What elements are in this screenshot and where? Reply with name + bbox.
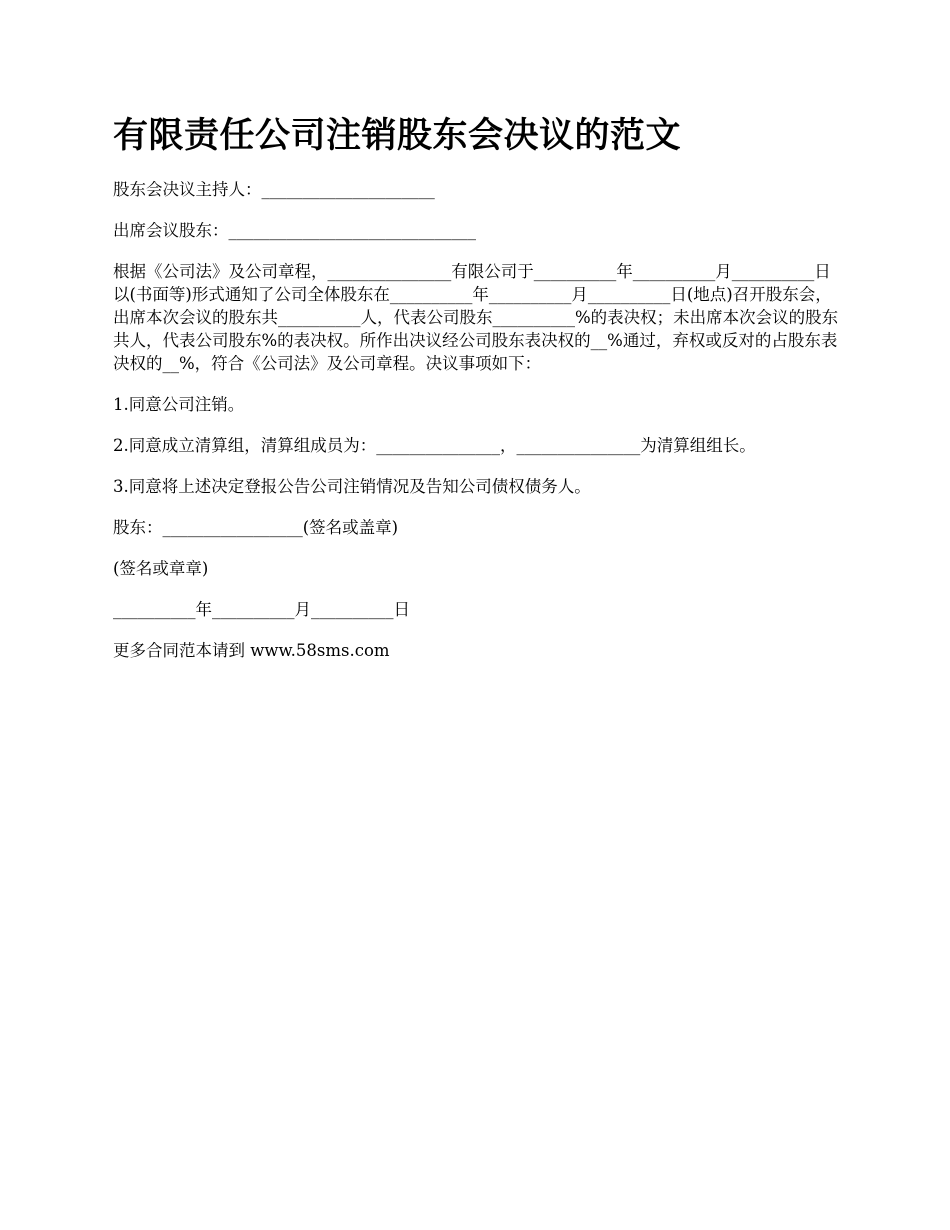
resolution-item-2: 2.同意成立清算组，清算组成员为：_______________，_______________为清算组组长。: [113, 436, 756, 455]
intro-paragraph: 根据《公司法》及公司章程，_______________有限公司于__________年__________月__________日以(书面等)形式通知了公司全体股东在__________年__________月__________日(地点)召开股东会，出席本次会议的股东共__________人，代表公司股东__________%的表决权；未出席本次会议的股东共人，代表公司股东%的表决权。所作出决议经公司股东表决权的__%通过，弃权或反对的占股东表决权的__%，符合《公司法》及公司章程。决议事项如下：: [113, 262, 839, 373]
resolution-item-1: 1.同意公司注销。: [113, 395, 245, 414]
host-line: 股东会决议主持人：_____________________: [113, 180, 435, 199]
footer-note: 更多合同范本请到 www.58sms.com: [113, 641, 390, 660]
shareholder-signature-line: 股东：_________________(签名或盖章): [113, 518, 399, 537]
resolution-item-3: 3.同意将上述决定登报公告公司注销情况及告知公司债权债务人。: [113, 477, 591, 496]
seal-line: (签名或章章): [113, 559, 209, 578]
attendees-line: 出席会议股东：______________________________: [113, 221, 476, 240]
date-line: __________年__________月__________日: [113, 600, 410, 619]
document-page: [113, 112, 843, 680]
document-title: 有限责任公司注销股东会决议的范文: [113, 116, 682, 156]
